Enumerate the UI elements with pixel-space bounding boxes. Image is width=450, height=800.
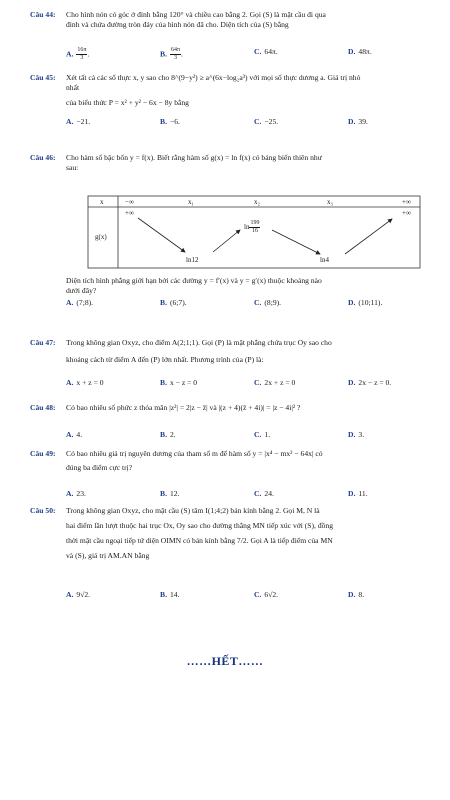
question-line: thời mặt cầu ngoại tiếp tứ diện OIMN có bán kính bằng 7/2. Gọi A là tiếp điểm của MN: [66, 536, 333, 545]
question-line: đỉnh và chứa đường tròn đáy của hình nón đã cho. Diện tích của (S) bằng: [66, 20, 289, 29]
answer-options: [66, 298, 428, 310]
question-text: [66, 276, 428, 296]
question-line: Diện tích hình phẳng giới hạn bởi các đường y = f′(x) và y = g′(x) thuộc khoảng nào: [66, 276, 322, 285]
question-line: đúng ba điểm cực trị?: [66, 463, 133, 472]
option-b[interactable]: B. 14.: [160, 590, 180, 599]
question-line: nhất: [66, 83, 80, 92]
table-g-low2: ln4: [320, 256, 329, 264]
option-d[interactable]: D. 2x − z = 0.: [348, 378, 392, 387]
table-x-value: x₃: [327, 198, 333, 206]
question-label: Câu 48:: [30, 403, 56, 412]
arrow-down-2: [272, 230, 320, 254]
question-line: sau:: [66, 163, 79, 172]
option-a[interactable]: A. $\frac{16\pi}{3}$ .: [66, 47, 90, 61]
question-line: Cho hình nón có góc ở đỉnh bằng 120° và chiều cao bằng 2. Gọi (S) là mặt cầu đi qua: [66, 10, 326, 19]
question-line: Xét tất cả các số thực x, y sao cho 8^(9−y²) ≥ a^(6x−log₂a³) với mọi số thực dương a. Giá trị nhỏ: [66, 73, 361, 82]
table-g-low1: ln12: [186, 256, 199, 264]
answer-options: [66, 489, 428, 501]
arrow-up-2: [345, 219, 392, 254]
option-c[interactable]: C. 24.: [254, 489, 274, 498]
question-line: Có bao nhiêu số phức z thỏa mãn |z²| = 2|z − z̄| và |(z + 4)(z̄ + 4i)| = |z − 4i|² ?: [66, 403, 301, 412]
option-b[interactable]: B. 12.: [160, 489, 180, 498]
question-text: [66, 338, 428, 365]
option-c[interactable]: C. 1.: [254, 430, 271, 439]
option-b[interactable]: B. x − z = 0: [160, 378, 198, 387]
option-b[interactable]: B. 2.: [160, 430, 176, 439]
question-line: khoảng cách từ điểm A đến (P) lớn nhất. Phương trình của (P) là:: [66, 355, 264, 364]
option-a[interactable]: A. x + z = 0: [66, 378, 104, 387]
question-label: Câu 45:: [30, 73, 56, 82]
end-marker: ……HẾT……: [186, 654, 264, 668]
table-g-top-right: +∞: [402, 209, 411, 217]
answer-options: [66, 378, 428, 390]
table-x-label: x: [100, 198, 104, 206]
question-text: [66, 506, 428, 561]
option-a[interactable]: A. 23.: [66, 489, 86, 498]
option-c[interactable]: C. −25.: [254, 117, 279, 126]
question-label: Câu 44:: [30, 10, 56, 19]
question-line: hai điểm lần lượt thuộc hai trục Ox, Oy sao cho đường thẳng MN tiếp xúc với (S), đồng: [66, 521, 334, 530]
option-d[interactable]: D. (10;11).: [348, 298, 383, 307]
option-d[interactable]: D. 39.: [348, 117, 368, 126]
answer-options: [66, 430, 428, 442]
option-a[interactable]: A. 4.: [66, 430, 83, 439]
table-x-value: x₂: [254, 198, 260, 206]
question-text: [66, 449, 428, 473]
table-g-mid: ln $\frac{199}{16}$: [244, 220, 260, 234]
option-c[interactable]: C. 6√2.: [254, 590, 279, 599]
option-a[interactable]: A. (7;8).: [66, 298, 94, 307]
table-g-top-left: +∞: [125, 209, 134, 217]
table-x-value: +∞: [402, 198, 411, 206]
option-c[interactable]: C. 64π.: [254, 47, 278, 56]
table-x-value: x₁: [188, 198, 194, 206]
question-text: [66, 403, 428, 413]
option-b[interactable]: B. (6;7).: [160, 298, 187, 307]
question-line: dưới đây?: [66, 286, 97, 295]
option-c[interactable]: C. 2x + z = 0: [254, 378, 296, 387]
question-label: Câu 49:: [30, 449, 56, 458]
option-d[interactable]: D. 3.: [348, 430, 365, 439]
option-b[interactable]: B. $\frac{64\pi}{3}$ .: [160, 47, 183, 61]
option-a[interactable]: A. −21.: [66, 117, 91, 126]
question-label: Câu 50:: [30, 506, 56, 515]
option-b[interactable]: B. −6.: [160, 117, 180, 126]
question-line: Trong không gian Oxyz, cho mặt cầu (S) tâm I(1;4;2) bán kính bằng 2. Gọi M, N là: [66, 506, 320, 515]
question-label: Câu 47:: [30, 338, 56, 347]
arrow-up-1: [213, 230, 240, 252]
question-line: Có bao nhiêu giá trị nguyên dương của tham số m để hàm số y = |x⁴ − mx² − 64x| có: [66, 449, 323, 458]
option-c[interactable]: C. (8;9).: [254, 298, 282, 307]
option-a[interactable]: A. 9√2.: [66, 590, 91, 599]
question-line: Cho hàm số bậc bốn y = f(x). Biết rằng hàm số g(x) = ln f(x) có bảng biến thiên như: [66, 153, 322, 162]
table-x-value: −∞: [125, 198, 134, 206]
option-d[interactable]: D. 11.: [348, 489, 368, 498]
question-line: của biểu thức P = x² + y² − 6x − 8y bằng: [66, 98, 189, 107]
option-d[interactable]: D. 8.: [348, 590, 365, 599]
arrow-down-1: [138, 218, 185, 252]
question-line: và (S), giá trị AM.AN bằng: [66, 551, 150, 560]
answer-options: [66, 590, 428, 602]
question-label: Câu 46:: [30, 153, 56, 162]
option-d[interactable]: D. 48π.: [348, 47, 372, 56]
question-line: Trong không gian Oxyz, cho điểm A(2;1;1). Gọi (P) là mặt phẳng chứa trục Oy sao cho: [66, 338, 332, 347]
table-g-label: g(x): [95, 233, 107, 241]
